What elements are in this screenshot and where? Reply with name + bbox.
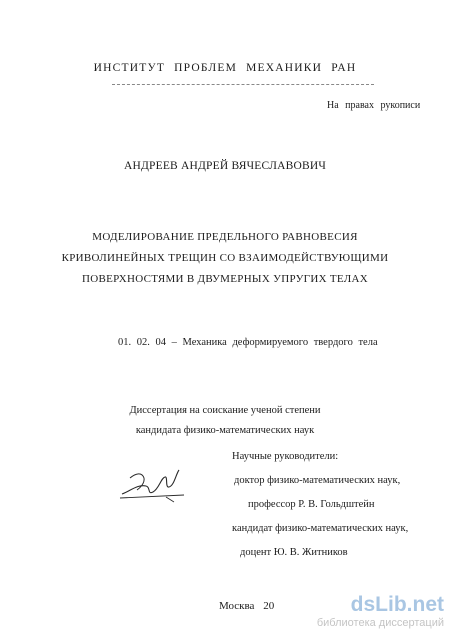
specialty-code: 01. 02. 04 – Механика деформируемого твердого тела xyxy=(118,337,378,348)
degree-line: кандидата физико-математических наук xyxy=(135,425,315,436)
header-divider xyxy=(112,84,374,85)
handwritten-signature xyxy=(118,464,188,504)
title-line: МОДЕЛИРОВАНИЕ ПРЕДЕЛЬНОГО РАВНОВЕСИЯ xyxy=(92,231,358,243)
dslib-watermark xyxy=(317,594,444,629)
author-name: АНДРЕЕВ АНДРЕЙ ВЯЧЕСЛАВОВИЧ xyxy=(123,160,327,172)
degree-line: Диссертация на соискание ученой степени xyxy=(129,405,321,416)
rights-notice: На правах рукописи xyxy=(327,100,421,111)
scientific-advisors xyxy=(232,445,408,565)
advisors-heading: Научные руководители: xyxy=(232,451,339,462)
title-line: КРИВОЛИНЕЙНЫХ ТРЕЩИН СО ВЗАИМОДЕЙСТВУЮЩИМИ xyxy=(61,252,389,264)
city-year: Москва 20 xyxy=(219,600,275,612)
advisor-line: доктор физико-математических наук, xyxy=(234,475,401,486)
advisor-line: профессор Р. В. Гольдштейн xyxy=(248,499,375,510)
advisor-line: доцент Ю. В. Житников xyxy=(240,547,348,558)
dissertation-title xyxy=(0,227,450,290)
watermark-logo: dsLib.net xyxy=(350,593,444,616)
institute-name: ИНСТИТУТ ПРОБЛЕМ МЕХАНИКИ РАН xyxy=(93,62,357,74)
degree-statement xyxy=(0,401,450,441)
advisor-line: кандидат физико-математических наук, xyxy=(232,523,409,534)
title-line: ПОВЕРХНОСТЯМИ В ДВУМЕРНЫХ УПРУГИХ ТЕЛАХ xyxy=(81,273,369,285)
watermark-tagline: библиотека диссертаций xyxy=(316,617,444,629)
